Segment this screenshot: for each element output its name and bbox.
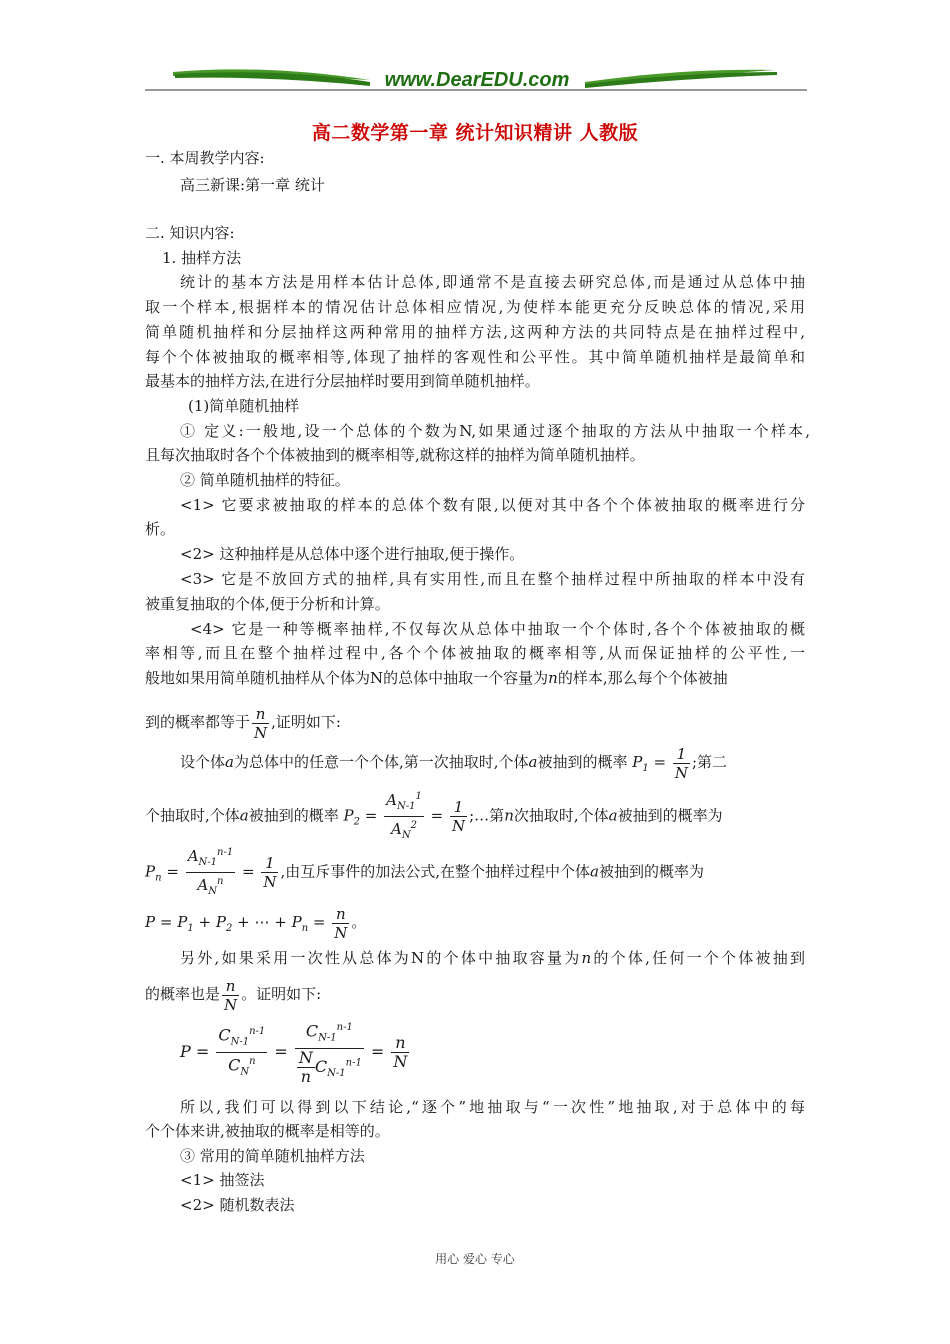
proof-line: 设个体a为总体中的任意一个个体,第一次抽取时,个体a被抽到的概率 $P_1$ = $\frac{1}{N}$ ;第二 (180, 744, 728, 782)
paragraph-line: 简单随机抽样和分层抽样这两种常用的抽样方法,这两种方法的共同特点是在抽样过程中, (145, 323, 805, 341)
header-logo (145, 62, 807, 96)
feature-line: <3> 它是不放回方式的抽样,具有实用性,而且在整个抽样过程中所抽取的样本中没有 (180, 570, 805, 588)
feature-line: <2> 这种抽样是从总体中逐个进行抽取,便于操作。 (180, 545, 525, 563)
definition-line: ① 定义:一般地,设一个总体的个数为N,如果通过逐个抽取的方法从中抽取一个样本, (180, 422, 810, 440)
subsection-heading: (1)简单随机抽样 (188, 397, 300, 415)
paragraph-line: 取一个样本,根据样本的情况估计总体相应情况,为使样本能更充分反映总体的情况,采用 (145, 298, 805, 316)
paragraph-line: 最基本的抽样方法,在进行分层抽样时要用到简单随机抽样。 (145, 372, 540, 390)
header-logo-text: www.DearEDU.com (384, 69, 570, 91)
section-content: 高三新课:第一章 统计 (180, 176, 325, 194)
feature-line: 到的概率都等于 $\frac{n}{N}$ ,证明如下: (145, 704, 341, 742)
section-heading: 二. 知识内容: (145, 224, 235, 242)
header-swoosh-graphic (145, 62, 807, 96)
feature-line: 析。 (145, 520, 176, 538)
page-title: 高二数学第一章 统计知识精讲 人教版 (311, 122, 639, 144)
features-heading: ② 简单随机抽样的特征。 (180, 471, 350, 489)
definition-line: 且每次抽取时各个个体被抽到的概率相等,就称这样的抽样为简单随机抽样。 (145, 446, 645, 464)
sum-equation: $P = P_1 + P_2$ + ⋯ + $P_n$ = $\frac{n}{N}$ 。 (145, 904, 367, 942)
feature-line: 般地如果用简单随机抽样从个体为N的总体中抽取一个容量为n的样本,那么每个个体被抽 (145, 669, 728, 687)
combination-equation: P = $\frac{C_{N-1}^{n-1}}{C_N^n}$ = $C_{N-1}^{n-1}$ $\frac{N}{n}$ $C_{N-1}^{n-1}$ = $\frac{n}{N}$ (180, 1016, 411, 1088)
method-item: <1> 抽签法 (180, 1171, 265, 1189)
methods-heading: ③ 常用的简单随机抽样方法 (180, 1147, 365, 1165)
section-heading: 一. 本周教学内容: (145, 149, 265, 167)
feature-line: <4> 它是一种等概率抽样,不仅每次从总体中抽取一个个体时,各个个体被抽取的概 (190, 620, 805, 638)
conclusion-line: 个个体来讲,被抽取的概率是相等的。 (145, 1122, 390, 1140)
conclusion-line: 所以,我们可以得到以下结论,“逐个”地抽取与“一次性”地抽取,对于总体中的每 (180, 1098, 805, 1116)
paragraph-line: 每个个体被抽取的概率相等,体现了抽样的客观性和公平性。其中简单随机抽样是最简单和 (145, 348, 805, 366)
proof-line: $P_n$ = $\frac{A_{N-1}^{n-1}}{A_N^n}$ = $\frac{1}{N}$ ,由互斥事件的加法公式,在整个抽样过程中个体a被抽到的概率为 (145, 844, 704, 894)
method-item: <2> 随机数表法 (180, 1196, 295, 1214)
paragraph-line: 的概率也是 $\frac{n}{N}$ 。证明如下: (145, 976, 322, 1014)
feature-line: 率相等,而且在整个抽样过程中,各个个体被抽取的概率相等,从而保证抽样的公平性,一 (145, 644, 805, 662)
page-footer: 用心 爱心 专心 (435, 1252, 515, 1266)
paragraph-line: 统计的基本方法是用样本估计总体,即通常不是直接去研究总体,而是通过从总体中抽 (180, 273, 805, 291)
feature-line: <1> 它要求被抽取的样本的总体个数有限,以便对其中各个个体被抽取的概率进行分 (180, 496, 805, 514)
feature-line: 被重复抽取的个体,便于分析和计算。 (145, 595, 390, 613)
subsection-heading: 1. 抽样方法 (162, 249, 242, 267)
proof-line: 个抽取时,个体a被抽到的概率 $P_2$ = $\frac{A_{N-1}^1}{A_N^2}$ = $\frac{1}{N}$ ;…第n次抽取时,个体a被抽到的概率为 (145, 788, 723, 834)
paragraph-line: 另外,如果采用一次性从总体为N的个体中抽取容量为n的个体,任何一个个体被抽到 (180, 949, 805, 967)
